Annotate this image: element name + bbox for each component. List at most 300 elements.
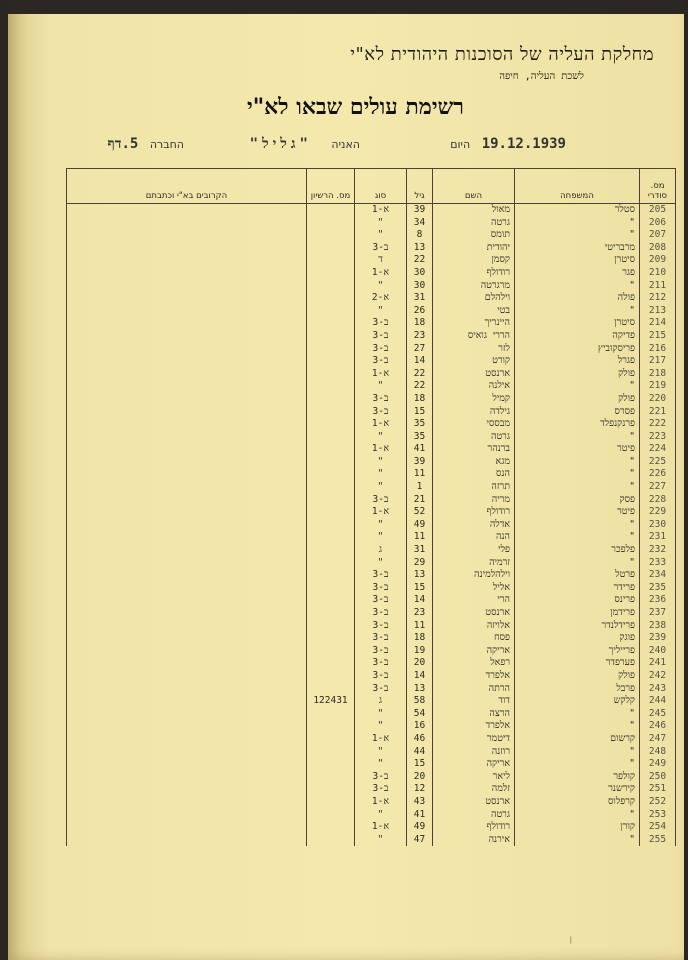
row-name: היינריך: [433, 317, 515, 330]
row-relatives: [67, 317, 307, 330]
row-name: וילהלם: [433, 292, 515, 305]
row-family: פרייליך: [515, 645, 640, 658]
row-type: ": [355, 380, 407, 393]
row-age: 31: [407, 544, 433, 557]
row-license: [307, 620, 355, 633]
row-name: ארנסט: [433, 368, 515, 381]
row-name: גילדה: [433, 406, 515, 419]
row-type: ": [355, 557, 407, 570]
row-relatives: [67, 330, 307, 343]
table-row: [67, 645, 676, 658]
row-type: ": [355, 280, 407, 293]
row-name: אריקה: [433, 645, 515, 658]
row-license: [307, 406, 355, 419]
table-row: [67, 292, 676, 305]
row-number: 223: [640, 431, 676, 444]
row-age: 23: [407, 607, 433, 620]
col-header-license: מס. הרשיון: [307, 169, 355, 204]
row-type: ג: [355, 544, 407, 557]
table-row: [67, 217, 676, 230]
row-name: ארנסט: [433, 607, 515, 620]
table-header-row: [67, 169, 676, 204]
table-row: [67, 330, 676, 343]
row-name: מגא: [433, 456, 515, 469]
row-number: 220: [640, 393, 676, 406]
row-name: זרמיה: [433, 557, 515, 570]
row-age: 8: [407, 229, 433, 242]
row-relatives: [67, 557, 307, 570]
row-family: קרפלוס: [515, 796, 640, 809]
row-family: קלקש: [515, 695, 640, 708]
row-type: ב-3: [355, 783, 407, 796]
row-relatives: [67, 809, 307, 822]
row-license: [307, 683, 355, 696]
row-number: 212: [640, 292, 676, 305]
row-number: 234: [640, 569, 676, 582]
row-number: 236: [640, 594, 676, 607]
row-number: 250: [640, 771, 676, 784]
row-name: גרטה: [433, 217, 515, 230]
row-name: ליאר: [433, 771, 515, 784]
table-row: [67, 544, 676, 557]
row-family: מרבריטי: [515, 242, 640, 255]
row-age: 30: [407, 280, 433, 293]
row-license: [307, 796, 355, 809]
row-license: [307, 821, 355, 834]
row-name: תרזה: [433, 481, 515, 494]
row-name: הרצה: [433, 708, 515, 721]
row-family: פרידמן: [515, 607, 640, 620]
row-age: 13: [407, 683, 433, 696]
row-license: [307, 229, 355, 242]
row-license: [307, 317, 355, 330]
row-relatives: [67, 280, 307, 293]
row-age: 20: [407, 657, 433, 670]
row-name: קסמן: [433, 254, 515, 267]
row-type: ": [355, 720, 407, 733]
row-type: א-1: [355, 506, 407, 519]
row-family: ": [515, 720, 640, 733]
row-age: 49: [407, 519, 433, 532]
table-row: [67, 720, 676, 733]
row-family: סיטרן: [515, 254, 640, 267]
ship-value: "גליל": [249, 136, 312, 152]
row-number: 224: [640, 443, 676, 456]
row-relatives: [67, 582, 307, 595]
row-type: א-1: [355, 443, 407, 456]
table-row: [67, 443, 676, 456]
row-license: [307, 380, 355, 393]
row-age: 13: [407, 569, 433, 582]
table-row: [67, 594, 676, 607]
row-type: ": [355, 531, 407, 544]
row-age: 31: [407, 292, 433, 305]
row-license: [307, 746, 355, 759]
row-number: 216: [640, 343, 676, 356]
row-type: ב-3: [355, 594, 407, 607]
row-age: 30: [407, 267, 433, 280]
row-number: 241: [640, 657, 676, 670]
row-age: 49: [407, 821, 433, 834]
row-family: פולק: [515, 393, 640, 406]
row-number: 251: [640, 783, 676, 796]
row-age: 46: [407, 733, 433, 746]
row-age: 16: [407, 720, 433, 733]
table-row: [67, 456, 676, 469]
row-number: 222: [640, 418, 676, 431]
date-field: [450, 136, 566, 152]
table-row: [67, 355, 676, 368]
row-relatives: [67, 242, 307, 255]
row-type: ": [355, 481, 407, 494]
row-name: הררי גואיס: [433, 330, 515, 343]
page-title: רשימת עולים שבאו לא"י: [246, 94, 464, 120]
row-family: פסק: [515, 494, 640, 507]
row-relatives: [67, 519, 307, 532]
row-relatives: [67, 217, 307, 230]
table-row: [67, 406, 676, 419]
passenger-register-table: [66, 168, 676, 846]
row-number: 254: [640, 821, 676, 834]
table-row: [67, 557, 676, 570]
row-family: ": [515, 229, 640, 242]
row-relatives: [67, 683, 307, 696]
row-type: ב-3: [355, 620, 407, 633]
row-age: 19: [407, 645, 433, 658]
row-license: [307, 783, 355, 796]
row-family: ": [515, 481, 640, 494]
table-row: [67, 481, 676, 494]
row-license: [307, 758, 355, 771]
row-relatives: [67, 695, 307, 708]
row-number: 255: [640, 834, 676, 847]
row-name: מריה: [433, 494, 515, 507]
row-number: 209: [640, 254, 676, 267]
row-number: 238: [640, 620, 676, 633]
row-family: ": [515, 468, 640, 481]
row-family: סטלר: [515, 204, 640, 217]
table-row: [67, 683, 676, 696]
row-type: ב-3: [355, 771, 407, 784]
row-type: ": [355, 809, 407, 822]
row-age: 41: [407, 809, 433, 822]
row-name: הרתה: [433, 683, 515, 696]
row-family: ": [515, 708, 640, 721]
row-relatives: [67, 708, 307, 721]
date-value: 19.12.1939: [481, 136, 566, 152]
row-number: 237: [640, 607, 676, 620]
row-number: 243: [640, 683, 676, 696]
table-row: [67, 418, 676, 431]
row-age: 54: [407, 708, 433, 721]
row-number: 247: [640, 733, 676, 746]
row-relatives: [67, 657, 307, 670]
company-field: [108, 136, 185, 153]
row-family: קירשנר: [515, 783, 640, 796]
row-age: 12: [407, 783, 433, 796]
row-number: 218: [640, 368, 676, 381]
row-relatives: [67, 607, 307, 620]
row-name: מבססי: [433, 418, 515, 431]
row-license: [307, 443, 355, 456]
date-label: היום: [450, 138, 471, 151]
row-family: ": [515, 280, 640, 293]
row-family: פולק: [515, 368, 640, 381]
table-row: [67, 267, 676, 280]
row-age: 21: [407, 494, 433, 507]
row-type: ": [355, 519, 407, 532]
row-number: 244: [640, 695, 676, 708]
row-license: [307, 393, 355, 406]
col-header-relatives: הקרובים בא"י וכתבתם: [67, 169, 307, 204]
row-name: הרי: [433, 594, 515, 607]
row-type: ב-3: [355, 645, 407, 658]
row-family: ": [515, 305, 640, 318]
row-type: ": [355, 456, 407, 469]
row-number: 252: [640, 796, 676, 809]
row-relatives: [67, 506, 307, 519]
row-license: [307, 557, 355, 570]
row-family: פולק: [515, 670, 640, 683]
row-age: 34: [407, 217, 433, 230]
row-relatives: [67, 254, 307, 267]
row-family: קרשום: [515, 733, 640, 746]
row-number: 245: [640, 708, 676, 721]
row-relatives: [67, 783, 307, 796]
row-number: 228: [640, 494, 676, 507]
row-family: פולה: [515, 292, 640, 305]
row-type: ב-3: [355, 317, 407, 330]
row-type: ד: [355, 254, 407, 267]
row-number: 253: [640, 809, 676, 822]
row-name: אליל: [433, 582, 515, 595]
row-name: רודולף: [433, 267, 515, 280]
row-relatives: [67, 531, 307, 544]
row-relatives: [67, 456, 307, 469]
row-license: [307, 708, 355, 721]
row-age: 11: [407, 468, 433, 481]
row-relatives: [67, 670, 307, 683]
row-type: א-1: [355, 418, 407, 431]
table-row: [67, 733, 676, 746]
row-relatives: [67, 368, 307, 381]
table-row: [67, 796, 676, 809]
row-type: א-1: [355, 204, 407, 217]
row-number: 239: [640, 632, 676, 645]
table-row: [67, 343, 676, 356]
row-name: אלפרד: [433, 720, 515, 733]
row-number: 214: [640, 317, 676, 330]
department-heading: מחלקת העליה של הסוכנות היהודית לא"י: [350, 44, 654, 65]
row-family: פדיקה: [515, 330, 640, 343]
row-license: [307, 720, 355, 733]
row-relatives: [67, 292, 307, 305]
row-family: פלפכר: [515, 544, 640, 557]
row-name: מרגרטה: [433, 280, 515, 293]
row-license: [307, 632, 355, 645]
table-row: [67, 783, 676, 796]
row-name: אריקה: [433, 758, 515, 771]
row-number: 232: [640, 544, 676, 557]
row-relatives: [67, 720, 307, 733]
row-family: ": [515, 519, 640, 532]
row-relatives: [67, 834, 307, 847]
row-age: 18: [407, 632, 433, 645]
col-header-family: המשפחה: [515, 169, 640, 204]
page-footer-mark: ❘: [568, 936, 574, 944]
row-name: רפאל: [433, 657, 515, 670]
row-age: 39: [407, 204, 433, 217]
row-family: פרטל: [515, 569, 640, 582]
row-relatives: [67, 771, 307, 784]
row-name: לזר: [433, 343, 515, 356]
row-age: 18: [407, 317, 433, 330]
row-age: 35: [407, 418, 433, 431]
table-row: [67, 368, 676, 381]
row-name: הנס: [433, 468, 515, 481]
row-type: ב-3: [355, 683, 407, 696]
row-family: פסרס: [515, 406, 640, 419]
row-license: [307, 506, 355, 519]
row-license: 122431: [307, 695, 355, 708]
row-relatives: [67, 481, 307, 494]
table-row: [67, 305, 676, 318]
row-number: 233: [640, 557, 676, 570]
row-relatives: [67, 733, 307, 746]
row-name: קורט: [433, 355, 515, 368]
row-number: 230: [640, 519, 676, 532]
row-family: ": [515, 431, 640, 444]
row-number: 248: [640, 746, 676, 759]
row-number: 225: [640, 456, 676, 469]
row-age: 29: [407, 557, 433, 570]
row-family: פגרל: [515, 355, 640, 368]
row-relatives: [67, 343, 307, 356]
row-family: ": [515, 809, 640, 822]
row-type: ": [355, 468, 407, 481]
row-license: [307, 305, 355, 318]
table-row: [67, 746, 676, 759]
row-age: 41: [407, 443, 433, 456]
row-number: 208: [640, 242, 676, 255]
table-row: [67, 607, 676, 620]
row-age: 58: [407, 695, 433, 708]
row-number: 221: [640, 406, 676, 419]
row-type: ב-3: [355, 242, 407, 255]
row-family: פערפדר: [515, 657, 640, 670]
row-license: [307, 645, 355, 658]
row-type: א-1: [355, 796, 407, 809]
row-age: 15: [407, 406, 433, 419]
row-age: 18: [407, 393, 433, 406]
col-header-no: מס. סודרי: [640, 169, 676, 204]
row-number: 205: [640, 204, 676, 217]
row-name: אירנה: [433, 834, 515, 847]
row-license: [307, 544, 355, 557]
row-license: [307, 834, 355, 847]
row-type: ב-3: [355, 343, 407, 356]
table-row: [67, 758, 676, 771]
row-type: א-1: [355, 733, 407, 746]
table-row: [67, 771, 676, 784]
row-type: ": [355, 746, 407, 759]
table-row: [67, 582, 676, 595]
row-relatives: [67, 355, 307, 368]
row-type: ב-3: [355, 569, 407, 582]
row-number: 226: [640, 468, 676, 481]
row-family: פרבל: [515, 683, 640, 696]
row-relatives: [67, 796, 307, 809]
row-age: 11: [407, 531, 433, 544]
row-name: דוד: [433, 695, 515, 708]
row-license: [307, 531, 355, 544]
row-age: 22: [407, 254, 433, 267]
row-relatives: [67, 632, 307, 645]
row-type: ב-3: [355, 632, 407, 645]
row-family: ": [515, 456, 640, 469]
row-license: [307, 280, 355, 293]
row-number: 246: [640, 720, 676, 733]
row-family: פרנקנפלד: [515, 418, 640, 431]
row-type: ב-3: [355, 607, 407, 620]
row-type: א-2: [355, 292, 407, 305]
table-row: [67, 657, 676, 670]
row-name: ברנהר: [433, 443, 515, 456]
row-name: פלי: [433, 544, 515, 557]
row-type: א-1: [355, 267, 407, 280]
row-name: גרטה: [433, 431, 515, 444]
row-age: 44: [407, 746, 433, 759]
margin-stain: [26, 60, 44, 180]
row-name: גרטה: [433, 809, 515, 822]
row-license: [307, 431, 355, 444]
row-type: ": [355, 217, 407, 230]
company-label: החברה: [149, 138, 184, 151]
row-type: ב-3: [355, 494, 407, 507]
top-edge-shadow: [8, 0, 684, 14]
row-license: [307, 481, 355, 494]
row-name: פסח: [433, 632, 515, 645]
row-family: פיטר: [515, 506, 640, 519]
row-license: [307, 657, 355, 670]
row-license: [307, 217, 355, 230]
row-family: ": [515, 834, 640, 847]
row-age: 22: [407, 368, 433, 381]
row-relatives: [67, 569, 307, 582]
row-name: אילנה: [433, 380, 515, 393]
table-row: [67, 708, 676, 721]
row-license: [307, 254, 355, 267]
row-type: ": [355, 758, 407, 771]
row-relatives: [67, 468, 307, 481]
row-name: רודולף: [433, 506, 515, 519]
row-family: סיטרן: [515, 317, 640, 330]
document-page: [8, 0, 684, 960]
row-relatives: [67, 267, 307, 280]
row-number: 219: [640, 380, 676, 393]
row-relatives: [67, 380, 307, 393]
row-number: 231: [640, 531, 676, 544]
row-age: 14: [407, 670, 433, 683]
row-family: פרינס: [515, 594, 640, 607]
row-type: ב-3: [355, 355, 407, 368]
row-relatives: [67, 418, 307, 431]
row-name: ארנסט: [433, 796, 515, 809]
row-family: קורן: [515, 821, 640, 834]
row-license: [307, 242, 355, 255]
row-license: [307, 771, 355, 784]
row-type: א-1: [355, 821, 407, 834]
